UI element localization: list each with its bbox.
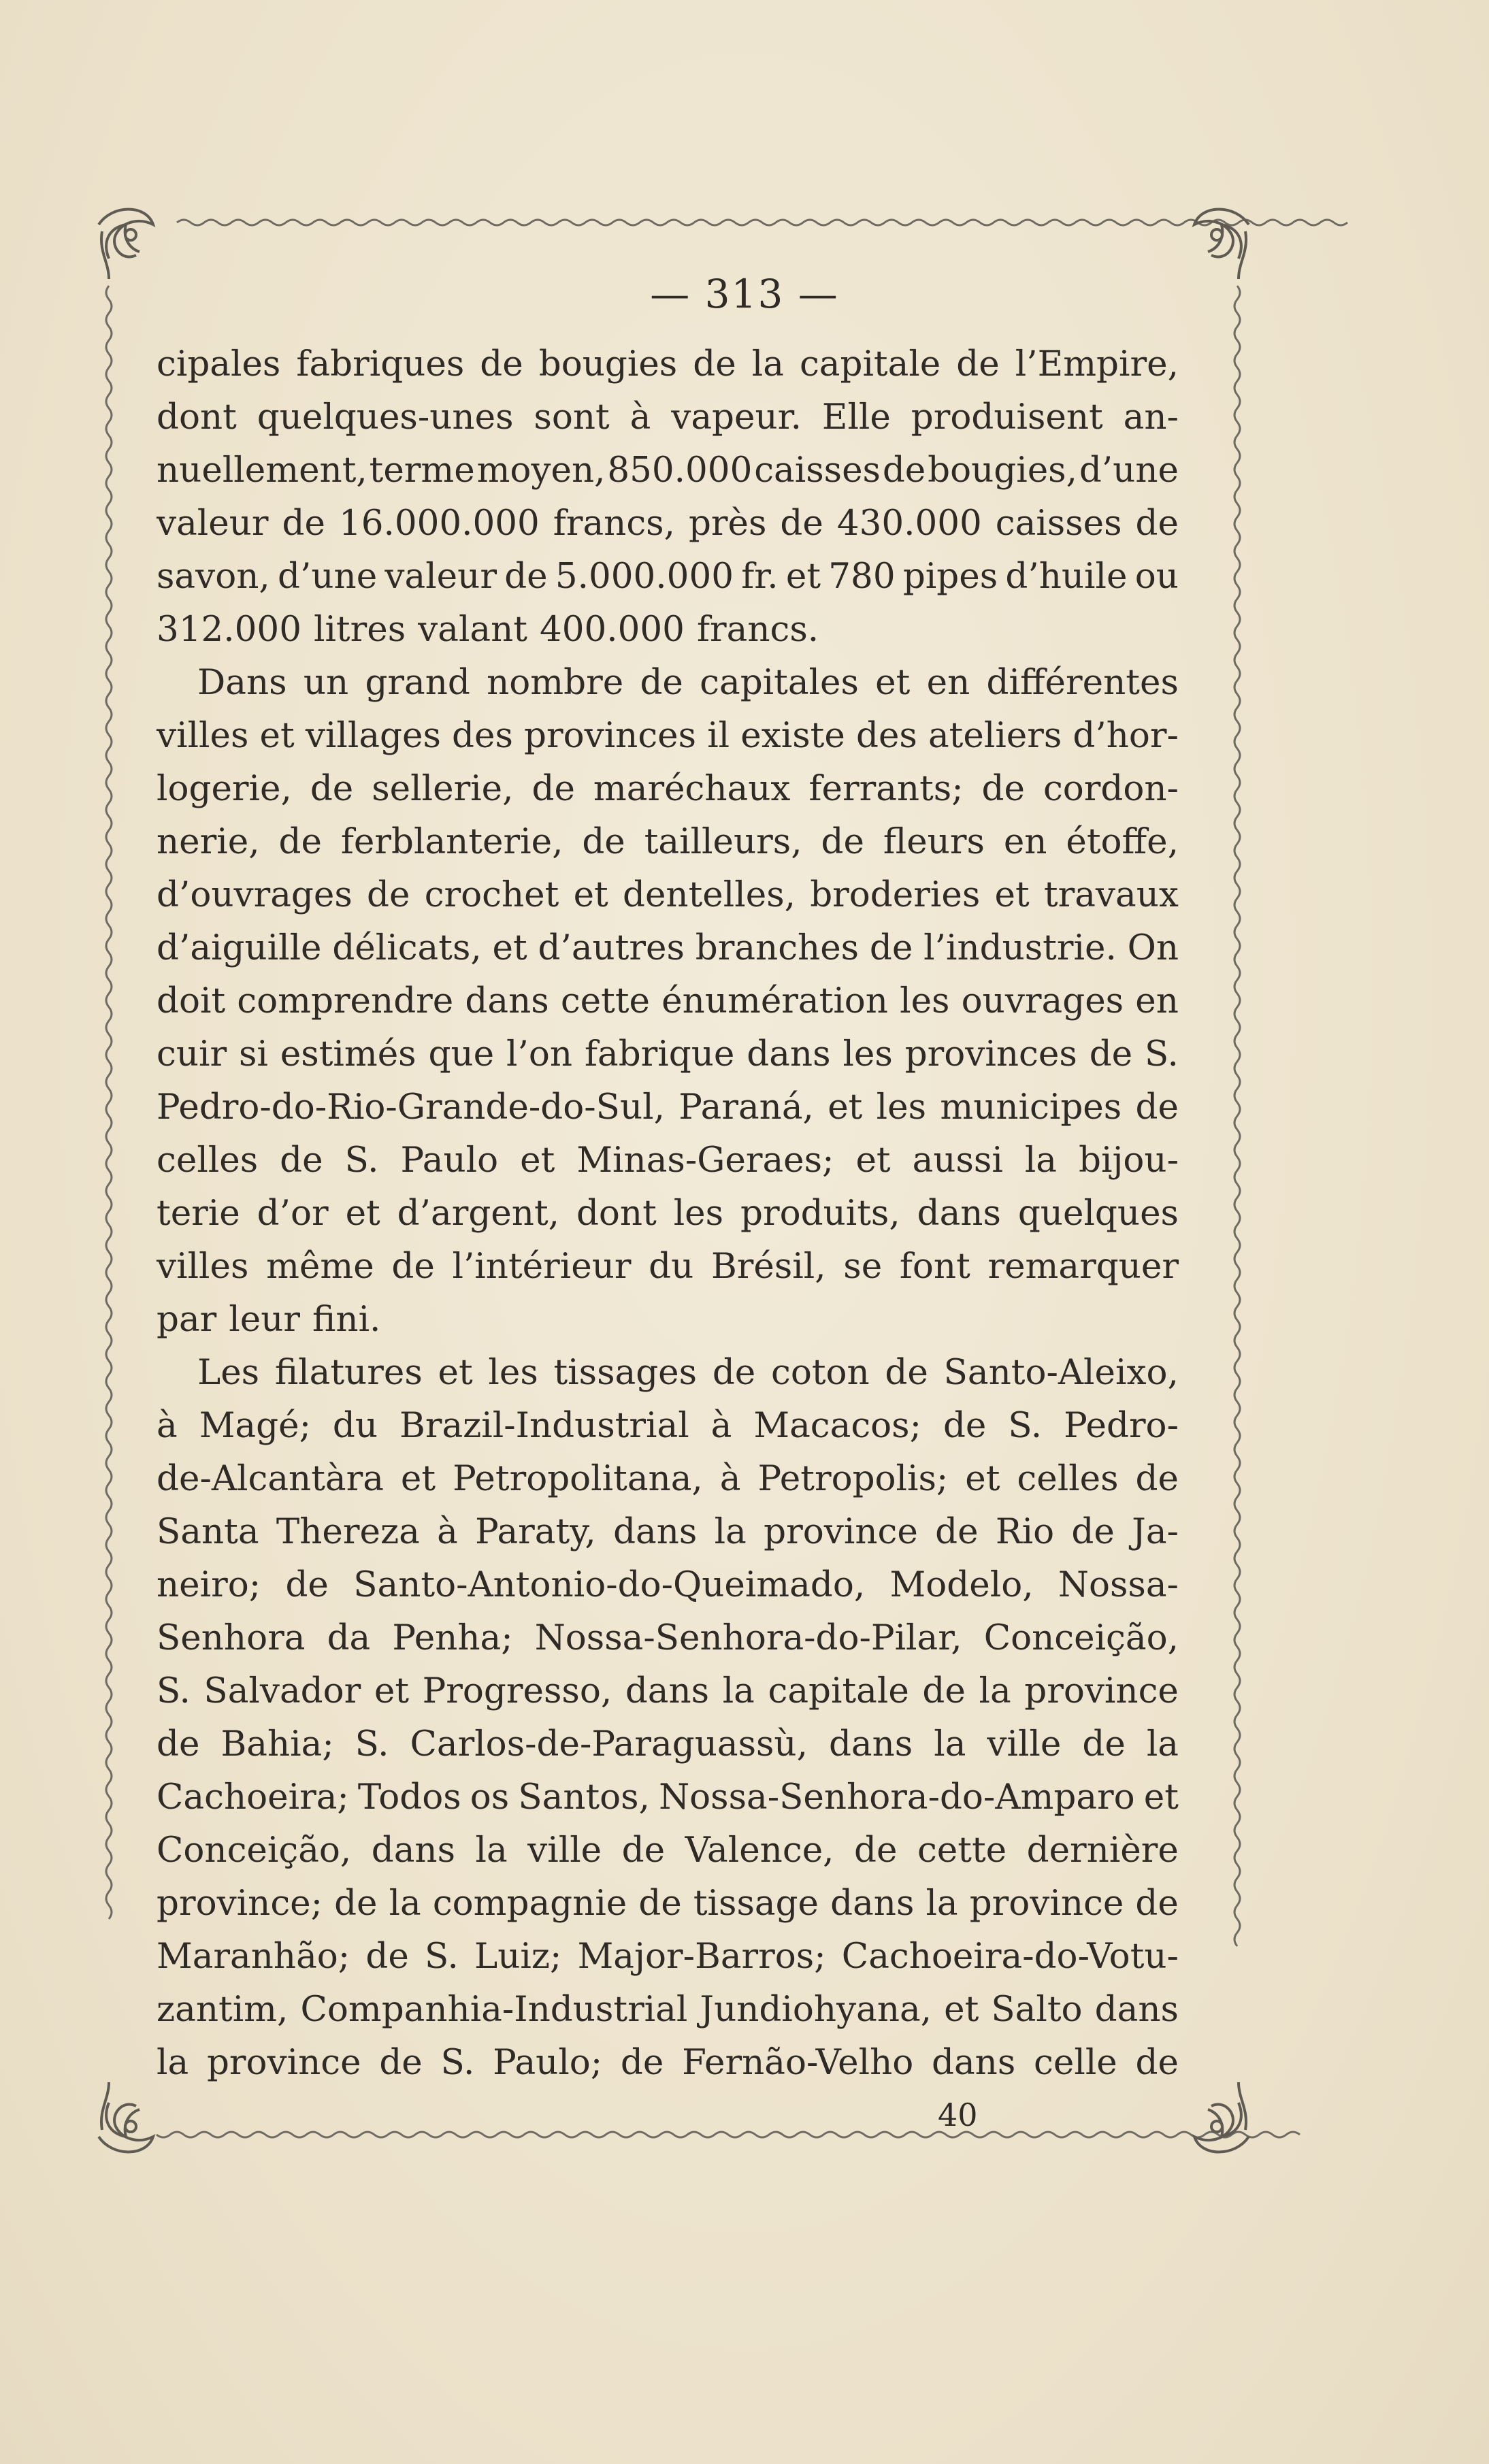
text-line: de-Alcantàra et Petropolitana, à Petropolis; et celles de xyxy=(157,1458,1179,1499)
text-line: dont quelques-unes sont à vapeur. Elle produisent an- xyxy=(157,397,1179,438)
text-line: de Bahia; S. Carlos-de-Paraguassù, dans la ville de la xyxy=(157,1724,1179,1764)
text-line: Senhora da Penha; Nossa-Senhora-do-Pilar, Conceição, xyxy=(157,1617,1179,1658)
top-border-rule xyxy=(177,220,1347,225)
text-line: S. Salvador et Progresso, dans la capitale de la province xyxy=(157,1671,1179,1711)
text-line: nuellement, terme moyen, 850.000 caisses de bougies, d’une xyxy=(157,450,1179,491)
right-border-rule xyxy=(1234,286,1240,1946)
text-line: terie d’or et d’argent, dont les produits, dans quelques xyxy=(157,1193,1179,1234)
text-line: province; de la compagnie de tissage dans la province de xyxy=(157,1883,1179,1924)
text-line: par leur fini. xyxy=(157,1299,381,1340)
text-line: 312.000 litres valant 400.000 francs. xyxy=(157,609,819,650)
text-line: logerie, de sellerie, de maréchaux ferrants; de cordon- xyxy=(157,768,1179,809)
page-number: — 313 — xyxy=(650,271,839,317)
text-line: Pedro-do-Rio-Grande-do-Sul, Paraná, et les municipes de xyxy=(157,1087,1179,1128)
bottom-right-corner-ornament xyxy=(1194,2082,1249,2152)
bottom-left-corner-ornament xyxy=(99,2082,153,2152)
text-line: Santa Thereza à Paraty, dans la province de Rio de Ja- xyxy=(157,1511,1179,1552)
text-line: villes et villages des provinces il existe des ateliers d’hor- xyxy=(157,715,1179,756)
text-line: valeur de 16.000.000 francs, près de 430.000 caisses de xyxy=(157,503,1179,544)
paragraph xyxy=(157,1346,1179,2089)
text-line: Cachoeira; Todos os Santos, Nossa-Senhora-do-Amparo et xyxy=(157,1777,1179,1818)
signature-mark: 40 xyxy=(938,2097,978,2133)
text-line: Les filatures et les tissages de coton de Santo-Aleixo, xyxy=(197,1352,1179,1393)
text-line: Conceição, dans la ville de Valence, de cette dernière xyxy=(157,1830,1179,1871)
text-line: nerie, de ferblanterie, de tailleurs, de fleurs en étoffe, xyxy=(157,821,1179,862)
text-line: celles de S. Paulo et Minas-Geraes; et aussi la bijou- xyxy=(157,1140,1179,1181)
left-border-rule xyxy=(106,286,112,1919)
text-line: savon, d’une valeur de 5.000.000 fr. et 780 pipes d’huile ou xyxy=(157,556,1179,597)
text-line: la province de S. Paulo; de Fernão-Velho dans celle de xyxy=(157,2042,1179,2083)
text-line: Maranhão; de S. Luiz; Major-Barros; Cachoeira-do-Votu- xyxy=(157,1936,1179,1977)
top-left-corner-ornament xyxy=(99,210,153,280)
text-line: doit comprendre dans cette énumération les ouvrages en xyxy=(157,981,1179,1021)
text-line: d’aiguille délicats, et d’autres branches de l’industrie. On xyxy=(157,927,1179,968)
paragraph xyxy=(157,656,1179,1346)
text-line: à Magé; du Brazil-Industrial à Macacos; de S. Pedro- xyxy=(157,1405,1179,1446)
text-line: Dans un grand nombre de capitales et en différentes xyxy=(197,662,1179,703)
text-line: villes même de l’intérieur du Brésil, se font remarquer xyxy=(157,1246,1179,1287)
text-line: neiro; de Santo-Antonio-do-Queimado, Modelo, Nossa- xyxy=(157,1564,1179,1605)
text-line: zantim, Companhia-Industrial Jundiohyana, et Salto dans xyxy=(157,1989,1179,2030)
text-line: cuir si estimés que l’on fabrique dans les provinces de S. xyxy=(157,1034,1179,1074)
bottom-border-rule xyxy=(157,2132,1300,2137)
paragraph xyxy=(157,338,1179,656)
body-text xyxy=(157,338,1179,2089)
text-line: d’ouvrages de crochet et dentelles, broderies et travaux xyxy=(157,874,1179,915)
text-line: cipales fabriques de bougies de la capitale de l’Empire, xyxy=(157,344,1179,384)
